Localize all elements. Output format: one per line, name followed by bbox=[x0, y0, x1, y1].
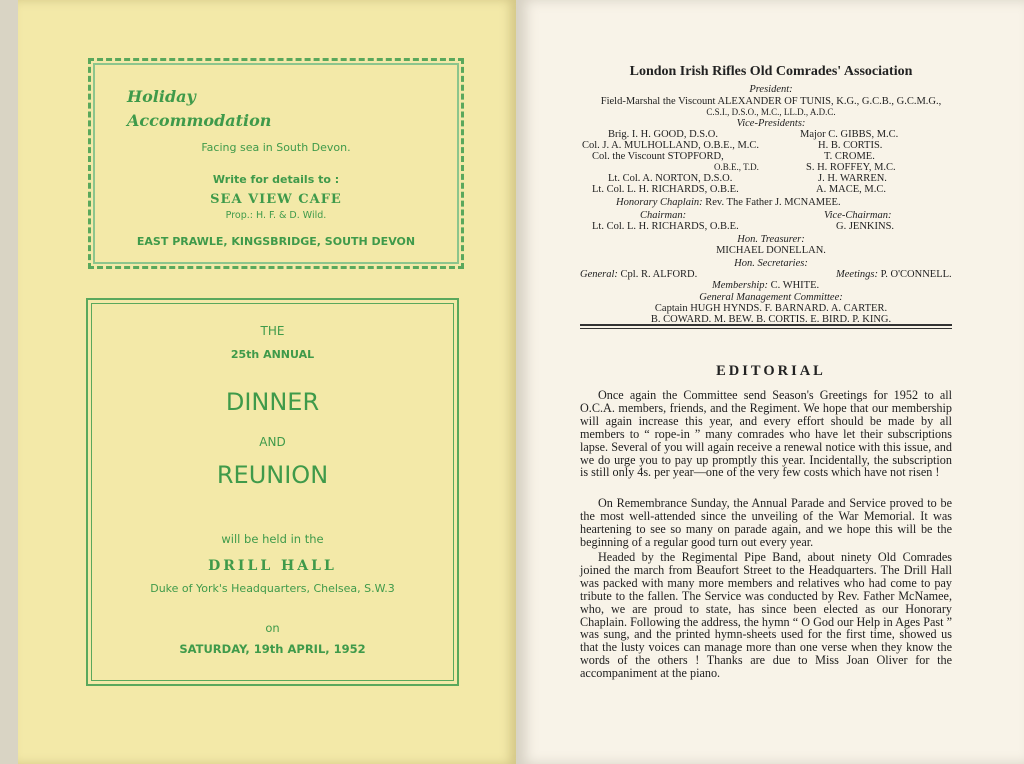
vice-president-right: H. B. CORTIS. bbox=[818, 140, 883, 151]
vice-chairman-label: Vice-Chairman: bbox=[824, 210, 892, 221]
advert-cafe-name: SEA VIEW CAFE bbox=[210, 192, 342, 207]
vice-president-right: S. H. ROFFEY, M.C. bbox=[806, 162, 896, 173]
association-title: London Irish Rifles Old Comrades' Association bbox=[629, 64, 913, 79]
membership-secretary bbox=[712, 280, 819, 291]
dinner-notice bbox=[86, 298, 459, 686]
vice-president-left: Lt. Col. A. NORTON, D.S.O. bbox=[608, 173, 733, 184]
advert-proprietors: Prop.: H. F. & D. Wild. bbox=[225, 210, 327, 221]
general-label: General: bbox=[580, 269, 618, 280]
vice-president-right: Major C. GIBBS, M.C. bbox=[800, 129, 899, 140]
vice-president-left: Brig. I. H. GOOD, D.S.O. bbox=[608, 129, 718, 140]
vice-president-left: Col. the Viscount STOPFORD, bbox=[592, 151, 724, 162]
holiday-advert bbox=[88, 58, 464, 269]
membership-name: C. WHITE. bbox=[770, 280, 820, 291]
editorial-heading: EDITORIAL bbox=[716, 363, 826, 379]
president-label: President: bbox=[749, 84, 793, 95]
chaplain-name: Rev. The Father J. MCNAMEE. bbox=[705, 197, 841, 208]
meetings-name: P. O'CONNELL. bbox=[880, 269, 952, 280]
dinner-reunion: REUNION bbox=[216, 461, 329, 489]
dinner-venue-address: Duke of York's Headquarters, Chelsea, S.W.3 bbox=[150, 582, 395, 595]
meetings-label: Meetings: bbox=[836, 269, 878, 280]
divider-rule-bottom bbox=[580, 328, 952, 329]
dinner-the: THE bbox=[260, 324, 285, 338]
advert-tagline: Facing sea in South Devon. bbox=[201, 141, 351, 154]
vice-president-left: O.B.E., T.D. bbox=[714, 162, 759, 172]
treasurer-label: Hon. Treasurer: bbox=[737, 234, 805, 245]
advert-write-for-details: Write for details to : bbox=[212, 173, 340, 186]
dinner-date: SATURDAY, 19th APRIL, 1952 bbox=[179, 642, 366, 656]
chaplain-line bbox=[616, 197, 841, 208]
right-page bbox=[518, 0, 1024, 764]
president-line2: C.S.I., D.S.O., M.C., LL.D., A.D.C. bbox=[706, 107, 836, 117]
dinner-will-be-held: will be held in the bbox=[221, 532, 324, 546]
dinner-on: on bbox=[265, 621, 280, 635]
editorial-paragraph: Once again the Committee send Season's Greetings for 1952 to all O.C.A. members, friends, and the Regiment. We hope that our membership will again increase this year, and every effort should be made by all members to “ rope-in ” many comrades who have let their subscriptions lapse. Several of you will again receive a renewal notice with this issue, and we do urge you to pay up promptly this year. Incidentally, the subscription is still only 4s. per year—one of the very few costs which have not risen ! bbox=[580, 388, 952, 480]
chairman-label: Chairman: bbox=[640, 210, 687, 221]
left-page bbox=[18, 0, 516, 764]
committee-line2: B. COWARD. M. BEW. B. CORTIS. E. BIRD. P. KING. bbox=[650, 314, 892, 325]
vice-chairman-name: G. JENKINS. bbox=[836, 221, 895, 232]
advert-title-line1: Holiday bbox=[127, 87, 196, 106]
chaplain-label: Honorary Chaplain: bbox=[616, 197, 703, 208]
vice-presidents-label: Vice-Presidents: bbox=[736, 118, 806, 129]
vice-president-left: Lt. Col. L. H. RICHARDS, O.B.E. bbox=[592, 184, 739, 195]
dinner-annual: 25th ANNUAL bbox=[230, 348, 315, 361]
dinner-and: AND bbox=[259, 435, 286, 449]
chairman-name: Lt. Col. L. H. RICHARDS, O.B.E. bbox=[592, 221, 739, 232]
general-secretary bbox=[580, 269, 697, 280]
committee-label: General Management Committee: bbox=[699, 292, 843, 303]
dinner-heading: DINNER bbox=[225, 388, 320, 416]
advert-title-line2: Accommodation bbox=[127, 111, 272, 130]
vice-president-left: Col. J. A. MULHOLLAND, O.B.E., M.C. bbox=[582, 140, 760, 151]
vice-president-right: T. CROME. bbox=[824, 151, 875, 162]
meetings-secretary bbox=[836, 269, 952, 280]
treasurer-name: MICHAEL DONELLAN. bbox=[716, 245, 826, 256]
vice-president-right: A. MACE, M.C. bbox=[816, 184, 887, 195]
membership-label: Membership: bbox=[712, 280, 768, 291]
editorial-paragraph: Headed by the Regimental Pipe Band, about ninety Old Comrades joined the march from Beaufort Street to the Headquarters. The Drill Hall was packed with many more members and relatives who had come to pay tribute to the fallen. The Service was conducted by Rev. Father McNamee, who, we are proud to state, has since been elected as our Honorary Chaplain. Following the address, the hymn “ O God our Help in Ages Past ” was sung, and the printed hymn-sheets used for the first time, showed us that the lusty voices can manage more than one verse when they know the words of the others ! Thanks are due to Miss Joan Oliver for the accompaniment at the piano. bbox=[580, 550, 952, 681]
vice-president-right: J. H. WARREN. bbox=[818, 173, 887, 184]
general-name: Cpl. R. ALFORD. bbox=[620, 269, 698, 280]
advert-address: EAST PRAWLE, KINGSBRIDGE, SOUTH DEVON bbox=[136, 235, 416, 248]
president-line1: Field-Marshal the Viscount ALEXANDER OF TUNIS, K.G., G.C.B., G.C.M.G., bbox=[600, 96, 942, 107]
divider-rule-top bbox=[580, 324, 952, 326]
editorial-paragraph: On Remembrance Sunday, the Annual Parade and Service proved to be the most well-attended since the unveiling of the War Memorial. It was heartening to see so many on parade again, and we hope this will be the beginning of a regular good turn out every year. bbox=[580, 496, 952, 549]
committee-line1: Captain HUGH HYNDS. F. BARNARD. A. CARTER. bbox=[654, 303, 888, 314]
dinner-venue: DRILL HALL bbox=[208, 558, 337, 574]
secretaries-label: Hon. Secretaries: bbox=[734, 258, 808, 269]
